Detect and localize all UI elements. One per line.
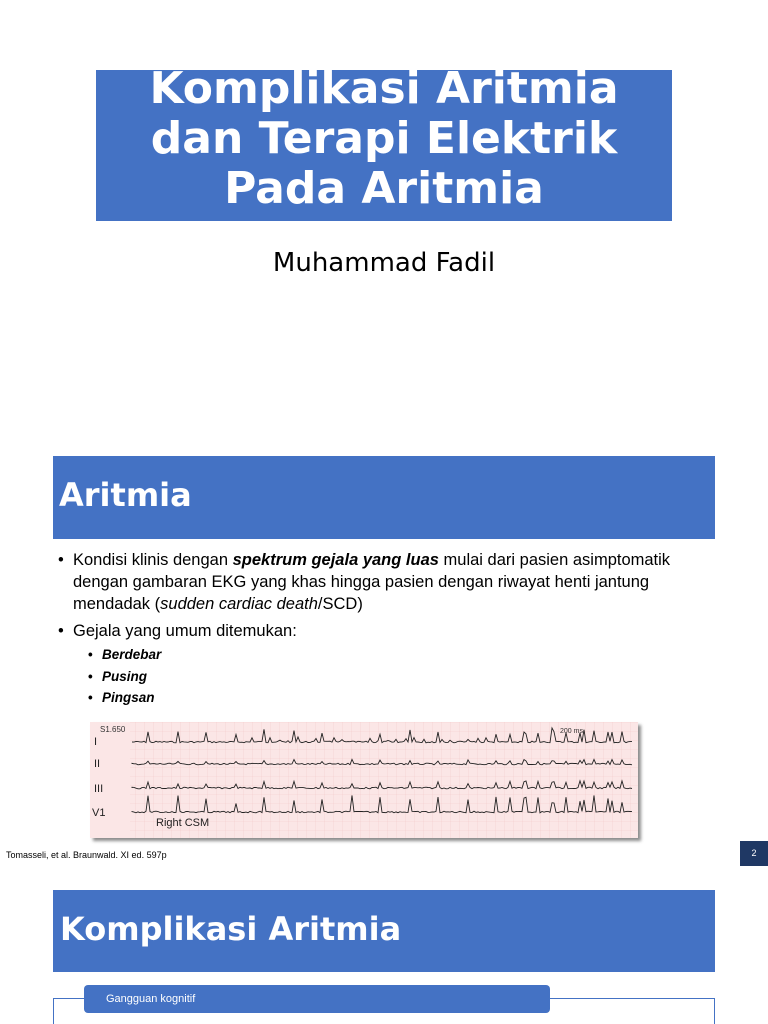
ecg-lead-label: III — [94, 783, 104, 795]
bullet-text: mulai dari pasien asimptomatik dengan gambaran EKG yang khas hingga pasien dengan riwayat henti jantung mendadak ( — [73, 551, 671, 613]
bullet-item-definition — [58, 549, 718, 615]
bullet-list — [58, 549, 718, 709]
ecg-bottom-label: Right CSM — [156, 817, 210, 829]
bullet-text: /SCD) — [317, 595, 363, 613]
ecg-tracing — [90, 722, 638, 838]
ecg-lead-label: V1 — [92, 807, 106, 819]
symptom-item: • Pusing — [88, 666, 718, 688]
complication-item: Gangguan kognitif — [84, 985, 550, 1013]
ecg-image — [90, 722, 638, 838]
title-line-3: Pada Aritmia — [224, 163, 544, 214]
ecg-lead-label: I — [94, 736, 98, 748]
author-name: Muhammad Fadil — [272, 248, 496, 278]
title-line-1: Komplikasi Aritmia — [149, 70, 619, 114]
section-header-komplikasi — [53, 890, 715, 972]
section-title: Aritmia — [59, 476, 192, 514]
citation: Tomasseli, et al. Braunwald. XI ed. 597p — [6, 850, 167, 860]
ecg-top-label: S1.650 — [100, 725, 126, 734]
title-banner — [96, 70, 672, 221]
slide-number: 2 — [740, 841, 768, 866]
section-header-aritmia — [53, 456, 715, 539]
bullet-item-symptoms — [58, 620, 718, 642]
symptom-item: • Berdebar — [88, 644, 718, 666]
symptom-list — [88, 644, 718, 709]
ecg-scale-label: 200 ms — [560, 728, 583, 735]
bullet-text: Kondisi klinis dengan — [73, 551, 233, 569]
section-title: Komplikasi Aritmia — [60, 910, 402, 948]
bullet-italic: sudden cardiac death — [160, 595, 318, 613]
symptom-item: • Pingsan — [88, 687, 718, 709]
title-line-2: dan Terapi Elektrik — [150, 113, 618, 164]
bullet-emphasis: spektrum gejala yang luas — [232, 551, 439, 569]
bullet-text: Gejala yang umum ditemukan: — [73, 622, 297, 640]
ecg-lead-label: II — [94, 758, 101, 770]
